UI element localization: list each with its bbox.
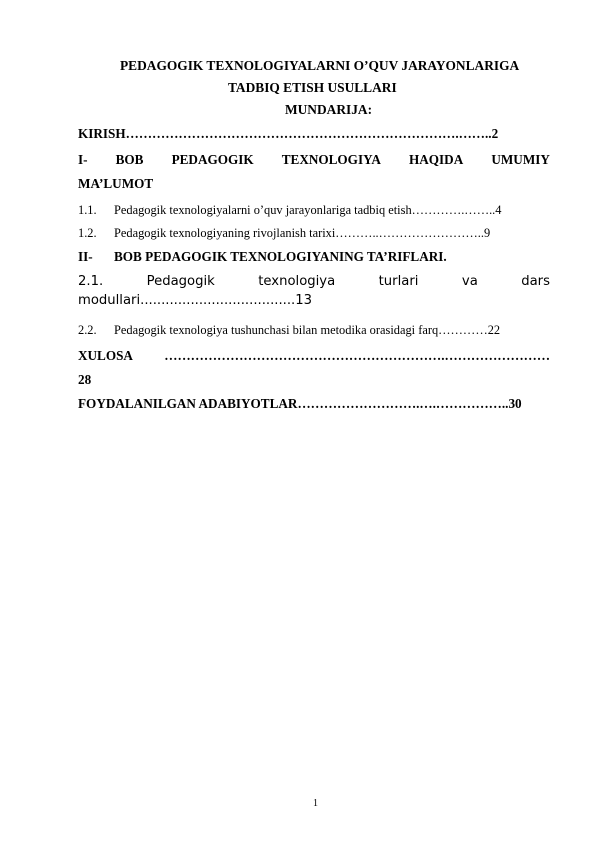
toc-section-number: 1.1.: [78, 203, 97, 217]
toc-section-number: 2.2.: [78, 323, 97, 337]
toc-section-2-1-continuation: modullari.....................................13: [78, 293, 313, 308]
toc-entry-chapter1: [78, 152, 550, 168]
toc-section-2-1-word: turlari: [378, 274, 419, 289]
toc-entry-kirish: KIRISH………………………………………………………………….……..2: [78, 126, 499, 141]
toc-section-2-1-word: 2.1.: [78, 274, 104, 289]
toc-section-2-1-word: va: [461, 274, 478, 289]
toc-chapter1-word: I-: [78, 152, 88, 167]
toc-chapter1-word: BOB: [115, 152, 144, 167]
toc-xulosa-label: XULOSA: [78, 348, 133, 363]
toc-entry-section-2-1: [78, 274, 550, 289]
toc-section-2-1-word: Pedagogik: [146, 274, 215, 289]
toc-section-2-1-word: texnologiya: [258, 274, 336, 289]
toc-entry-section-1-2: [78, 226, 490, 241]
document-title-line1: PEDAGOGIK TEXNOLOGIYALARNI O’QUV JARAYONLARIGA: [120, 58, 520, 73]
toc-section-text: Pedagogik texnologiyaning rivojlanish tarixi………..……………………..9: [114, 226, 491, 240]
toc-chapter-number: II-: [78, 249, 93, 264]
toc-entry-xulosa: [78, 348, 550, 364]
toc-xulosa-page: 28: [78, 372, 92, 387]
toc-entry-foydalanilgan: FOYDALANILGAN ADABIYOTLAR……………………….….……………..30: [78, 396, 522, 411]
toc-section-number: 1.2.: [78, 226, 97, 240]
toc-chapter-text: BOB PEDAGOGIK TEXNOLOGIYANING TA’RIFLARI.: [114, 249, 447, 264]
toc-section-2-1-word: dars: [521, 274, 550, 289]
toc-chapter1-word: UMUMIY: [491, 152, 550, 167]
toc-chapter1-continuation: MA’LUMOT: [78, 176, 154, 191]
toc-entry-section-2-2: [78, 323, 500, 338]
toc-section-text: Pedagogik texnologiyalarni o’quv jarayonlariga tadbiq etish………….……..4: [114, 203, 502, 217]
document-title-line2: TADBIQ ETISH USULLARI: [228, 80, 397, 95]
toc-xulosa-dots: ……………………………………………………….……………………: [164, 348, 550, 363]
toc-entry-chapter2: [78, 249, 447, 265]
toc-heading: MUNDARIJA:: [285, 102, 373, 117]
page-number: 1: [313, 798, 318, 809]
toc-entry-section-1-1: [78, 203, 501, 218]
toc-chapter1-word: TEXNOLOGIYA: [281, 152, 381, 167]
toc-chapter1-word: PEDAGOGIK: [171, 152, 254, 167]
toc-chapter1-word: HAQIDA: [409, 152, 464, 167]
toc-section-text: Pedagogik texnologiya tushunchasi bilan metodika orasidagi farq…………22: [114, 323, 501, 337]
